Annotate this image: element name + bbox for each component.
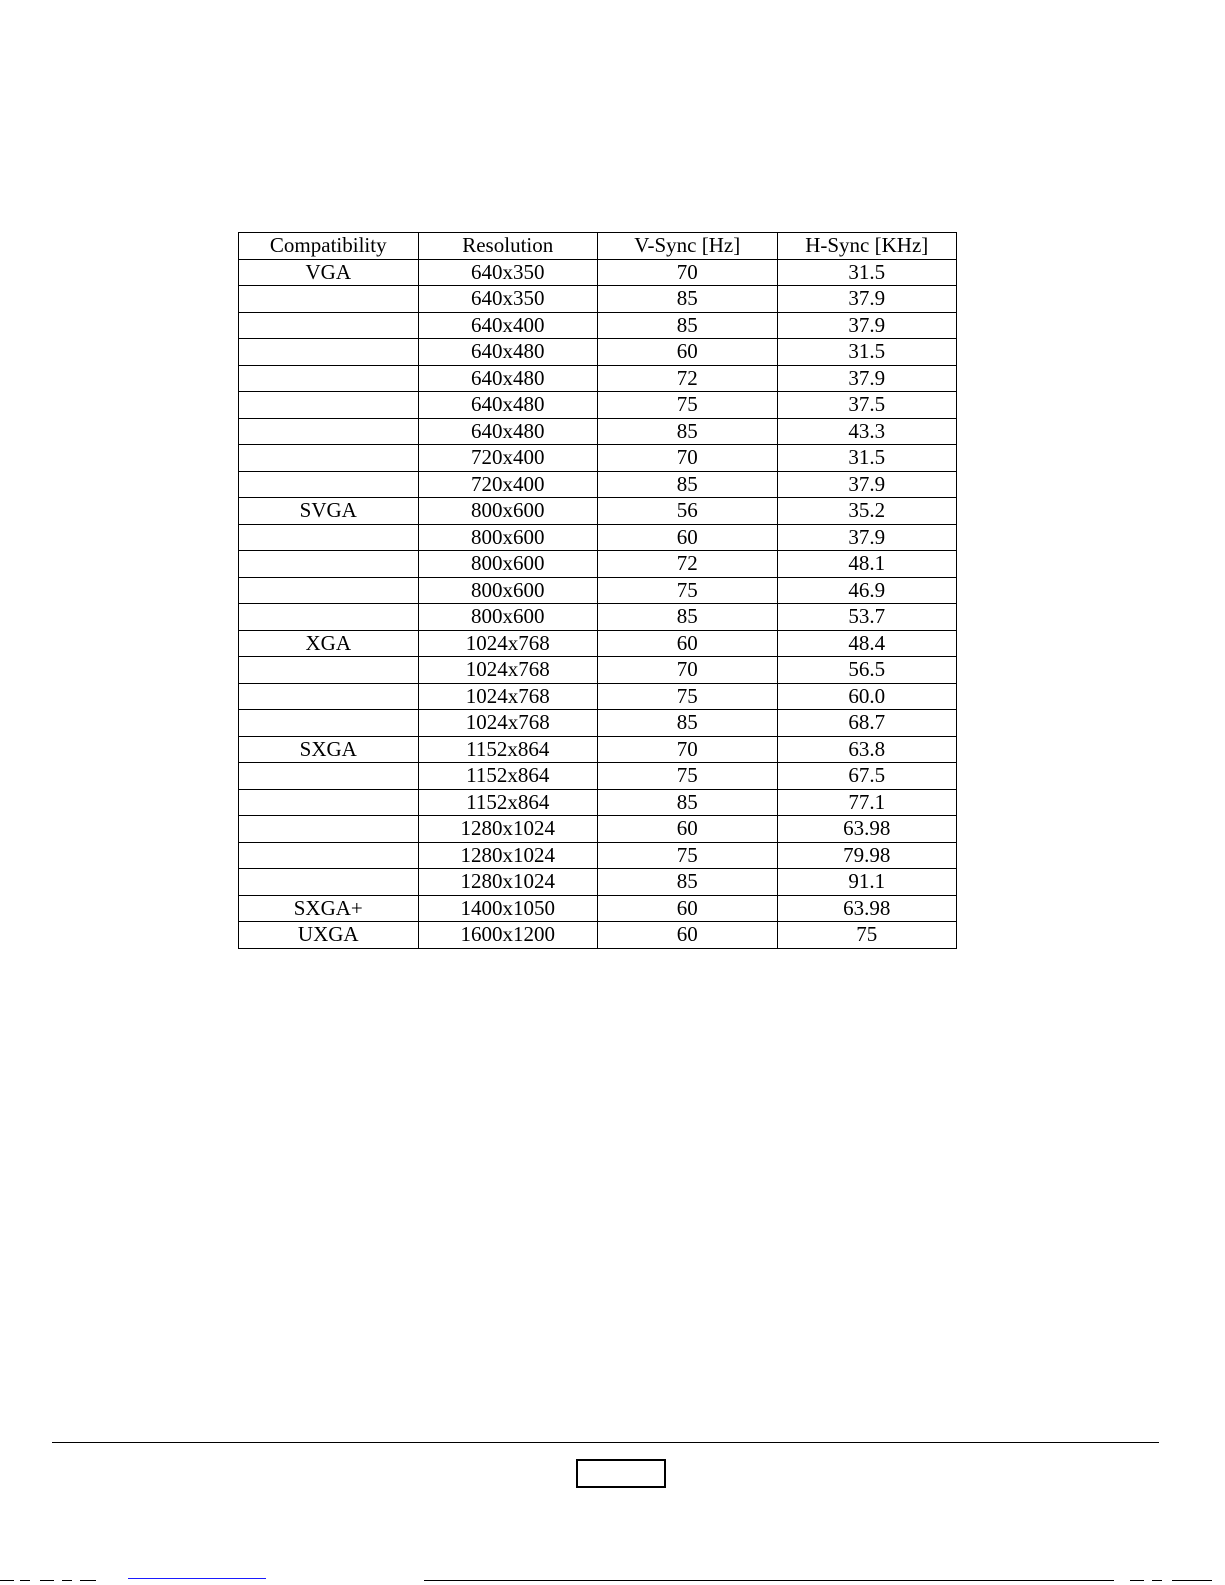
bottom-dash <box>80 1580 96 1581</box>
table-row <box>239 895 957 922</box>
cell-h-sync: 79.98 <box>777 842 957 869</box>
cell-compatibility <box>239 710 419 737</box>
table-row <box>239 524 957 551</box>
cell-v-sync: 85 <box>598 789 778 816</box>
link-underline <box>128 1578 266 1579</box>
cell-compatibility <box>239 604 419 631</box>
cell-compatibility <box>239 551 419 578</box>
cell-compatibility: VGA <box>239 259 419 286</box>
cell-h-sync: 68.7 <box>777 710 957 737</box>
cell-v-sync: 56 <box>598 498 778 525</box>
cell-h-sync: 37.9 <box>777 286 957 313</box>
cell-v-sync: 85 <box>598 604 778 631</box>
cell-h-sync: 75 <box>777 922 957 949</box>
cell-resolution: 1024x768 <box>418 630 598 657</box>
cell-h-sync: 31.5 <box>777 445 957 472</box>
table-row <box>239 392 957 419</box>
cell-compatibility: SXGA <box>239 736 419 763</box>
cell-v-sync: 85 <box>598 312 778 339</box>
bottom-dash <box>1172 1580 1212 1581</box>
cell-compatibility <box>239 683 419 710</box>
cell-compatibility <box>239 392 419 419</box>
cell-resolution: 720x400 <box>418 471 598 498</box>
bottom-dash <box>1152 1580 1162 1581</box>
cell-resolution: 640x350 <box>418 286 598 313</box>
cell-compatibility <box>239 657 419 684</box>
cell-v-sync: 85 <box>598 869 778 896</box>
cell-compatibility: UXGA <box>239 922 419 949</box>
cell-v-sync: 75 <box>598 577 778 604</box>
cell-v-sync: 85 <box>598 418 778 445</box>
cell-v-sync: 85 <box>598 286 778 313</box>
table-body <box>239 259 957 948</box>
cell-resolution: 1024x768 <box>418 657 598 684</box>
cell-v-sync: 70 <box>598 445 778 472</box>
cell-compatibility <box>239 816 419 843</box>
cell-resolution: 1024x768 <box>418 710 598 737</box>
cell-h-sync: 37.9 <box>777 365 957 392</box>
cell-h-sync: 91.1 <box>777 869 957 896</box>
cell-v-sync: 60 <box>598 816 778 843</box>
cell-resolution: 640x480 <box>418 418 598 445</box>
cell-compatibility <box>239 577 419 604</box>
header-compatibility: Compatibility <box>239 233 419 260</box>
cell-h-sync: 31.5 <box>777 339 957 366</box>
cell-resolution: 1400x1050 <box>418 895 598 922</box>
table-row <box>239 577 957 604</box>
cell-resolution: 640x400 <box>418 312 598 339</box>
cell-v-sync: 70 <box>598 736 778 763</box>
header-h-sync: H-Sync [KHz] <box>777 233 957 260</box>
cell-resolution: 800x600 <box>418 524 598 551</box>
cell-compatibility <box>239 524 419 551</box>
table-header-row <box>239 233 957 260</box>
table-row <box>239 365 957 392</box>
footer-rule <box>52 1442 1159 1443</box>
header-resolution: Resolution <box>418 233 598 260</box>
cell-h-sync: 56.5 <box>777 657 957 684</box>
table-row <box>239 683 957 710</box>
cell-v-sync: 75 <box>598 683 778 710</box>
cell-resolution: 800x600 <box>418 498 598 525</box>
table-row <box>239 604 957 631</box>
cell-v-sync: 75 <box>598 842 778 869</box>
cell-h-sync: 48.1 <box>777 551 957 578</box>
cell-resolution: 640x480 <box>418 339 598 366</box>
cell-h-sync: 35.2 <box>777 498 957 525</box>
table-row <box>239 789 957 816</box>
cell-resolution: 1280x1024 <box>418 816 598 843</box>
cell-compatibility <box>239 763 419 790</box>
cell-h-sync: 63.98 <box>777 895 957 922</box>
cell-resolution: 640x480 <box>418 365 598 392</box>
cell-v-sync: 75 <box>598 763 778 790</box>
cell-resolution: 1152x864 <box>418 763 598 790</box>
cell-h-sync: 37.9 <box>777 312 957 339</box>
cell-compatibility <box>239 339 419 366</box>
table-row <box>239 710 957 737</box>
table-row <box>239 816 957 843</box>
bottom-edge-strip <box>0 1577 1225 1585</box>
cell-h-sync: 37.9 <box>777 471 957 498</box>
table-row <box>239 736 957 763</box>
cell-compatibility <box>239 789 419 816</box>
cell-v-sync: 85 <box>598 471 778 498</box>
table-row <box>239 657 957 684</box>
cell-h-sync: 46.9 <box>777 577 957 604</box>
bottom-dash <box>0 1580 14 1581</box>
cell-resolution: 1152x864 <box>418 789 598 816</box>
table-row <box>239 312 957 339</box>
cell-resolution: 1600x1200 <box>418 922 598 949</box>
cell-v-sync: 60 <box>598 895 778 922</box>
cell-compatibility: XGA <box>239 630 419 657</box>
cell-resolution: 1280x1024 <box>418 869 598 896</box>
cell-compatibility <box>239 471 419 498</box>
cell-compatibility <box>239 286 419 313</box>
table-row <box>239 869 957 896</box>
cell-compatibility: SVGA <box>239 498 419 525</box>
cell-compatibility <box>239 445 419 472</box>
cell-v-sync: 60 <box>598 524 778 551</box>
cell-h-sync: 48.4 <box>777 630 957 657</box>
cell-h-sync: 63.98 <box>777 816 957 843</box>
table-row <box>239 498 957 525</box>
cell-resolution: 800x600 <box>418 551 598 578</box>
cell-v-sync: 60 <box>598 922 778 949</box>
cell-h-sync: 67.5 <box>777 763 957 790</box>
table-row <box>239 445 957 472</box>
cell-resolution: 800x600 <box>418 577 598 604</box>
table-row <box>239 471 957 498</box>
cell-compatibility <box>239 869 419 896</box>
cell-h-sync: 77.1 <box>777 789 957 816</box>
bottom-dash <box>1130 1580 1144 1581</box>
cell-compatibility <box>239 365 419 392</box>
table-row <box>239 259 957 286</box>
cell-h-sync: 60.0 <box>777 683 957 710</box>
cell-resolution: 1152x864 <box>418 736 598 763</box>
cell-compatibility <box>239 842 419 869</box>
cell-resolution: 640x350 <box>418 259 598 286</box>
cell-resolution: 640x480 <box>418 392 598 419</box>
cell-compatibility: SXGA+ <box>239 895 419 922</box>
cell-v-sync: 72 <box>598 551 778 578</box>
table-row <box>239 418 957 445</box>
bottom-dash <box>20 1580 30 1581</box>
cell-v-sync: 70 <box>598 259 778 286</box>
table-row <box>239 630 957 657</box>
cell-h-sync: 37.9 <box>777 524 957 551</box>
cell-h-sync: 53.7 <box>777 604 957 631</box>
cell-resolution: 1280x1024 <box>418 842 598 869</box>
cell-v-sync: 75 <box>598 392 778 419</box>
table-row <box>239 339 957 366</box>
cell-compatibility <box>239 312 419 339</box>
cell-v-sync: 85 <box>598 710 778 737</box>
cell-h-sync: 43.3 <box>777 418 957 445</box>
cell-resolution: 720x400 <box>418 445 598 472</box>
table-row <box>239 551 957 578</box>
table-row <box>239 763 957 790</box>
cell-h-sync: 31.5 <box>777 259 957 286</box>
cell-compatibility <box>239 418 419 445</box>
cell-v-sync: 70 <box>598 657 778 684</box>
cell-h-sync: 37.5 <box>777 392 957 419</box>
table-row <box>239 286 957 313</box>
bottom-dash <box>62 1580 72 1581</box>
table-row <box>239 842 957 869</box>
cell-resolution: 1024x768 <box>418 683 598 710</box>
bottom-dash <box>40 1580 54 1581</box>
cell-v-sync: 72 <box>598 365 778 392</box>
cell-v-sync: 60 <box>598 630 778 657</box>
timing-compatibility-table <box>238 232 957 949</box>
cell-h-sync: 63.8 <box>777 736 957 763</box>
cell-resolution: 800x600 <box>418 604 598 631</box>
table-row <box>239 922 957 949</box>
page-number-box <box>576 1459 666 1488</box>
header-v-sync: V-Sync [Hz] <box>598 233 778 260</box>
bottom-rule-segment <box>424 1580 1114 1581</box>
cell-v-sync: 60 <box>598 339 778 366</box>
